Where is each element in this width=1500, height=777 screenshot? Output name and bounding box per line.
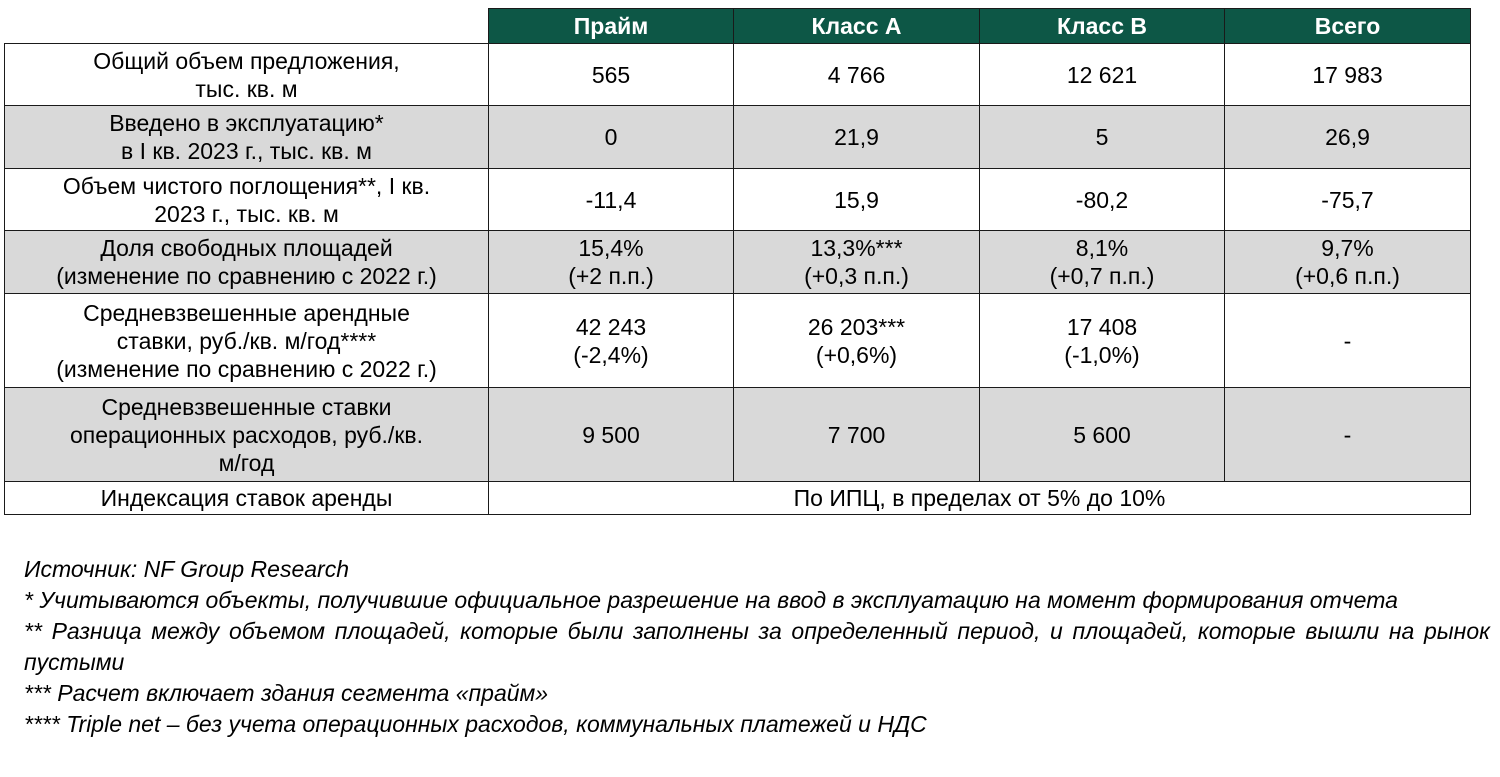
- cell-class-a: [734, 169, 980, 231]
- table-row: [5, 169, 1471, 231]
- footnote-4: **** Triple net – без учета операционных расходов, коммунальных платежей и НДС: [24, 711, 927, 737]
- cell-line: 26,9: [1325, 124, 1370, 150]
- cell-total: [1225, 388, 1471, 482]
- cell-total: [1225, 231, 1471, 294]
- office-market-table-container: [4, 8, 1470, 515]
- cell-line: -: [1343, 421, 1352, 448]
- cell-class-b: [980, 294, 1225, 388]
- table-row: [5, 388, 1471, 482]
- cell-line: 42 243: [575, 313, 647, 340]
- cell-line: (-1,0%): [1064, 341, 1140, 368]
- header-corner-cell: [5, 9, 489, 44]
- row-label: [5, 169, 489, 231]
- row-label-line: (изменение по сравнению с 2022 г.): [56, 263, 437, 289]
- cell-line: -11,4: [585, 186, 637, 213]
- table-row: [5, 106, 1471, 169]
- cell-line: 5 600: [1073, 421, 1131, 448]
- cell-line: 0: [604, 124, 618, 150]
- row-label-line: (изменение по сравнению с 2022 г.): [56, 355, 437, 382]
- header-prime: Прайм: [489, 9, 734, 44]
- cell-total: [1225, 294, 1471, 388]
- cell-line: -75,7: [1321, 186, 1374, 213]
- row-label: [5, 294, 489, 388]
- footnotes: [24, 554, 1490, 740]
- cell-line: (+0,7 п.п.): [1049, 263, 1155, 289]
- cell-prime: [489, 294, 734, 388]
- cell-line: 9 500: [582, 421, 640, 448]
- row-label: [5, 388, 489, 482]
- row-label-line: в I кв. 2023 г., тыс. кв. м: [121, 138, 372, 164]
- header-class-a: Класс А: [734, 9, 980, 44]
- cell-class-b: [980, 44, 1225, 106]
- cell-prime: [489, 231, 734, 294]
- row-label-line: 2023 г., тыс. кв. м: [154, 200, 339, 227]
- cell-prime: [489, 388, 734, 482]
- table-header-row: [5, 9, 1471, 44]
- footnote-3: *** Расчет включает здания сегмента «прайм»: [24, 680, 549, 706]
- row-label: Индексация ставок аренды: [5, 482, 489, 515]
- row-label-line: Общий объем предложения,: [93, 47, 400, 74]
- row-label-line: Введено в эксплуатацию*: [109, 110, 384, 136]
- row-label-line: операционных расходов, руб./кв.: [70, 421, 423, 448]
- cell-class-a: [734, 388, 980, 482]
- row-label-line: Средневзвешенные арендные: [83, 299, 410, 326]
- cell-line: 21,9: [834, 124, 879, 150]
- cell-line: 7 700: [827, 421, 886, 448]
- cell-line: 4 766: [827, 61, 886, 88]
- row-label: [5, 231, 489, 294]
- table-body: [5, 44, 1471, 515]
- cell-line: 17 408: [1066, 313, 1138, 340]
- cell-line: (+2 п.п.): [568, 263, 654, 289]
- cell-line: 5: [1095, 124, 1109, 150]
- footnote-2: ** Разница между объемом площадей, которые были заполнены за определенный период, и площадей, которые вышли на рынок пустыми: [24, 618, 1490, 675]
- cell-class-a: [734, 44, 980, 106]
- cell-class-a: [734, 231, 980, 294]
- cell-total: [1225, 106, 1471, 169]
- cell-line: (+0,6 п.п.): [1295, 263, 1400, 289]
- cell-class-a: [734, 294, 980, 388]
- cell-total: [1225, 44, 1471, 106]
- row-label: [5, 106, 489, 169]
- table-row: [5, 231, 1471, 294]
- row-label-line: Средневзвешенные ставки: [101, 393, 392, 420]
- cell-line: (-2,4%): [573, 341, 649, 368]
- table-row: [5, 44, 1471, 106]
- cell-line: (+0,3 п.п.): [804, 263, 909, 289]
- cell-line: 565: [591, 61, 631, 88]
- header-total: Всего: [1225, 9, 1471, 44]
- cell-line: 12 621: [1066, 61, 1138, 88]
- cell-line: 17 983: [1312, 61, 1383, 88]
- row-label-line: Объем чистого поглощения**, I кв.: [62, 172, 431, 199]
- cell-total: [1225, 169, 1471, 231]
- table-row-indexation: [5, 482, 1471, 515]
- row-label-line: Доля свободных площадей: [100, 235, 393, 261]
- cell-line: 26 203***: [807, 313, 906, 340]
- cell-line: 13,3%***: [810, 235, 903, 261]
- cell-line: 8,1%: [1075, 235, 1129, 261]
- office-market-table: [4, 8, 1471, 515]
- cell-class-b: [980, 169, 1225, 231]
- cell-line: -: [1343, 327, 1352, 354]
- cell-class-b: [980, 106, 1225, 169]
- cell-prime: [489, 44, 734, 106]
- cell-class-b: [980, 388, 1225, 482]
- footnote-1: * Учитываются объекты, получившие официальное разрешение на ввод в эксплуатацию на момент формирования отчета: [24, 587, 1398, 613]
- header-class-b: Класс В: [980, 9, 1225, 44]
- row-label-line: м/год: [218, 449, 275, 476]
- cell-class-b: [980, 231, 1225, 294]
- cell-prime: [489, 106, 734, 169]
- cell-class-a: [734, 106, 980, 169]
- row-label: [5, 44, 489, 106]
- row-label-line: тыс. кв. м: [195, 75, 298, 102]
- merged-indexation-cell: По ИПЦ, в пределах от 5% до 10%: [489, 482, 1471, 515]
- cell-prime: [489, 169, 734, 231]
- cell-line: (+0,6%): [815, 341, 898, 368]
- cell-line: -80,2: [1075, 186, 1129, 213]
- source-note: Источник: NF Group Research: [24, 556, 349, 582]
- cell-line: 9,7%: [1321, 235, 1374, 261]
- cell-line: 15,4%: [578, 235, 644, 261]
- table-row: [5, 294, 1471, 388]
- row-label-line: ставки, руб./кв. м/год****: [116, 327, 377, 354]
- cell-line: 15,9: [834, 186, 879, 213]
